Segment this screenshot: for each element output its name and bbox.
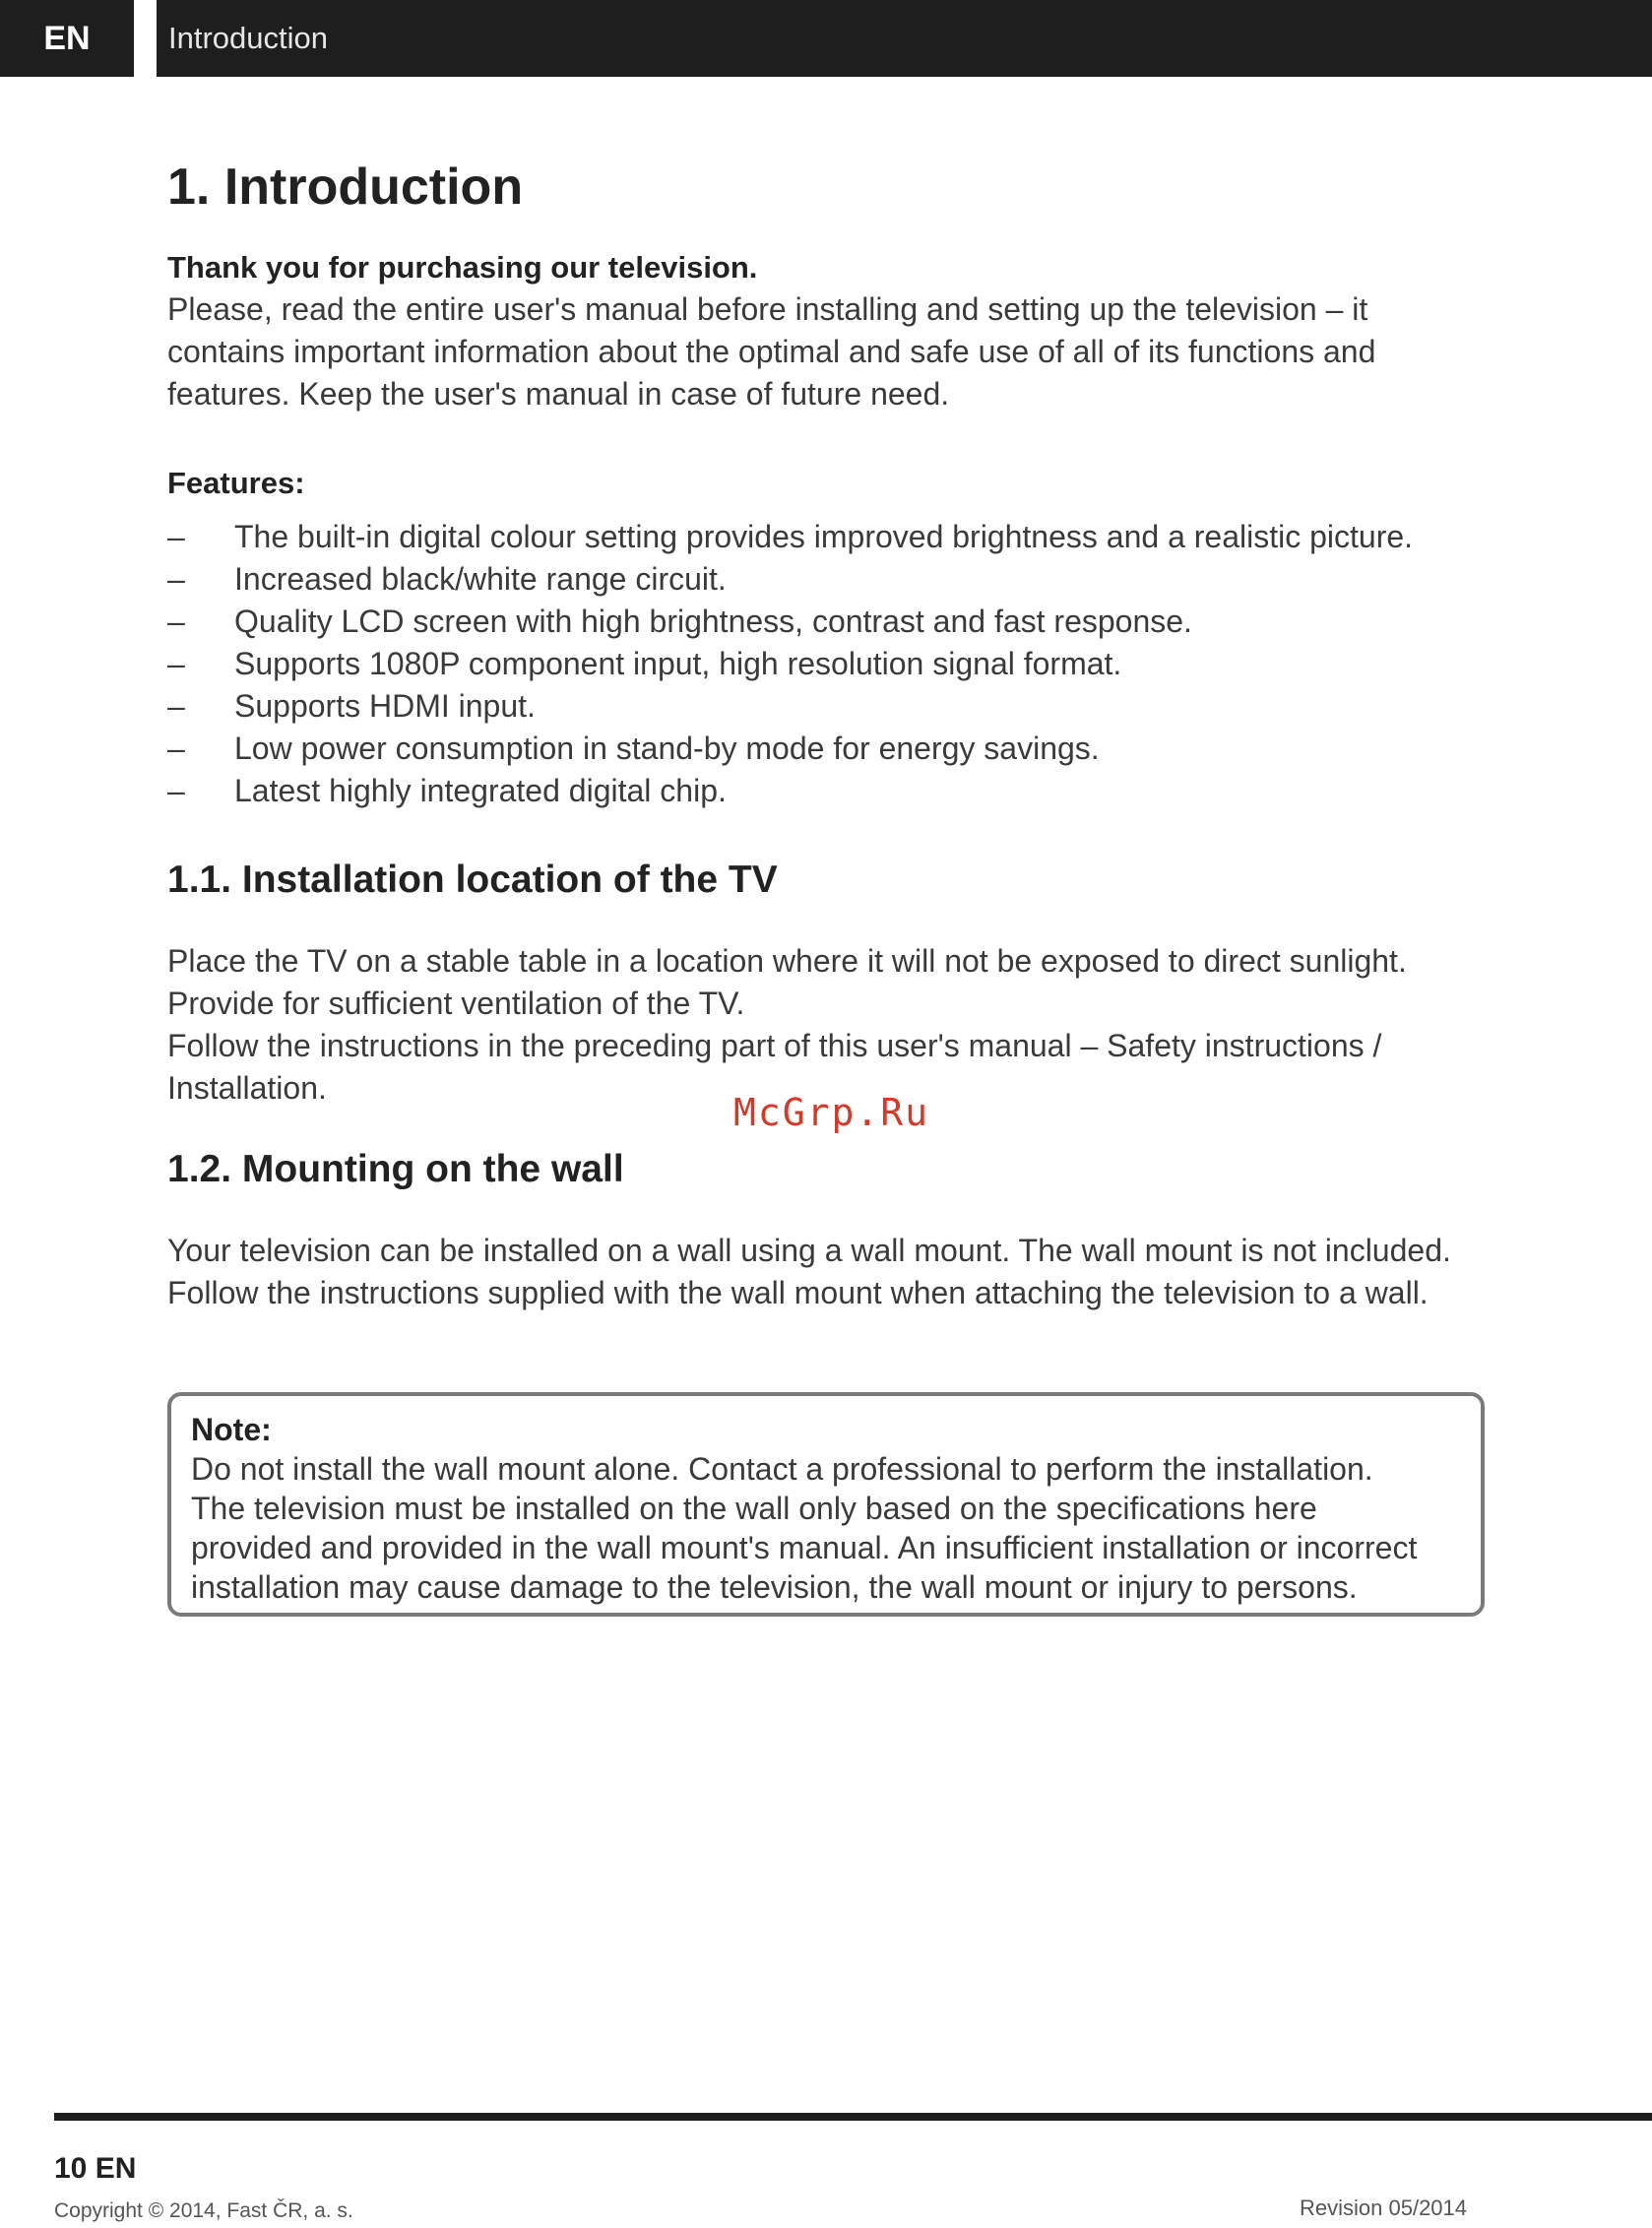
header-section-title: Introduction [157, 0, 1652, 77]
note-line: installation may cause damage to the television, the wall mount or injury to persons. [191, 1569, 1358, 1605]
footer-divider [54, 2113, 1652, 2121]
revision-text: Revision 05/2014 [1300, 2196, 1468, 2220]
installation-line: Place the TV on a stable table in a location where it will not be exposed to direct sunlight. [167, 943, 1407, 979]
installation-line: Provide for sufficient ventilation of the TV. [167, 986, 745, 1021]
feature-item [167, 558, 1487, 601]
note-line: provided and provided in the wall mount's manual. An insufficient installation or incorrect [191, 1530, 1418, 1565]
feature-text: Increased black/white range circuit. [234, 561, 727, 597]
section-heading-installation: 1.1. Installation location of the TV [167, 859, 778, 901]
feature-item [167, 516, 1487, 558]
installation-line: Installation. [167, 1070, 327, 1106]
language-tab: EN [0, 0, 134, 77]
feature-item [167, 770, 1487, 812]
features-heading: Features: [167, 466, 305, 500]
intro-line: features. Keep the user's manual in case of future need. [167, 376, 950, 412]
features-list [167, 516, 1487, 812]
feature-text: Supports 1080P component input, high resolution signal format. [234, 646, 1122, 681]
intro-line: contains important information about the optimal and safe use of all of its functions and [167, 334, 1376, 369]
page-content [167, 148, 1487, 1314]
watermark-text: McGrp.Ru [733, 1091, 930, 1134]
feature-text: The built-in digital colour setting provides improved brightness and a realistic picture. [234, 519, 1414, 554]
feature-item [167, 643, 1487, 685]
note-label: Note: [191, 1412, 272, 1447]
wall-mount-line: Follow the instructions supplied with the wall mount when attaching the television to a wall. [167, 1275, 1429, 1310]
feature-item [167, 601, 1487, 643]
section-heading-wall-mount: 1.2. Mounting on the wall [167, 1148, 624, 1190]
wall-mount-line: Your television can be installed on a wall using a wall mount. The wall mount is not included. [167, 1233, 1451, 1268]
intro-line: Please, read the entire user's manual before installing and setting up the television – it [167, 291, 1368, 327]
bullet-dash: – [167, 773, 185, 808]
bullet-dash: – [167, 731, 185, 766]
feature-text: Latest highly integrated digital chip. [234, 773, 727, 808]
bullet-dash: – [167, 604, 185, 639]
installation-line: Follow the instructions in the preceding part of this user's manual – Safety instructions / [167, 1028, 1382, 1063]
page-number: 10 EN [54, 2152, 137, 2185]
feature-text: Low power consumption in stand-by mode for energy savings. [234, 731, 1100, 766]
copyright-text: Copyright © 2014, Fast ČR, a. s. [54, 2199, 353, 2222]
note-line: Do not install the wall mount alone. Contact a professional to perform the installation. [191, 1451, 1373, 1487]
bullet-dash: – [167, 688, 185, 724]
feature-item [167, 685, 1487, 728]
feature-text: Supports HDMI input. [234, 688, 536, 724]
note-line: The television must be installed on the wall only based on the specifications here [191, 1491, 1317, 1526]
bullet-dash: – [167, 561, 185, 597]
thank-you-text: Thank you for purchasing our television. [167, 250, 758, 285]
note-box [167, 1392, 1485, 1617]
bullet-dash: – [167, 519, 185, 554]
feature-text: Quality LCD screen with high brightness, contrast and fast response. [234, 604, 1192, 639]
page-title: 1. Introduction [167, 159, 524, 216]
bullet-dash: – [167, 646, 185, 681]
feature-item [167, 728, 1487, 770]
